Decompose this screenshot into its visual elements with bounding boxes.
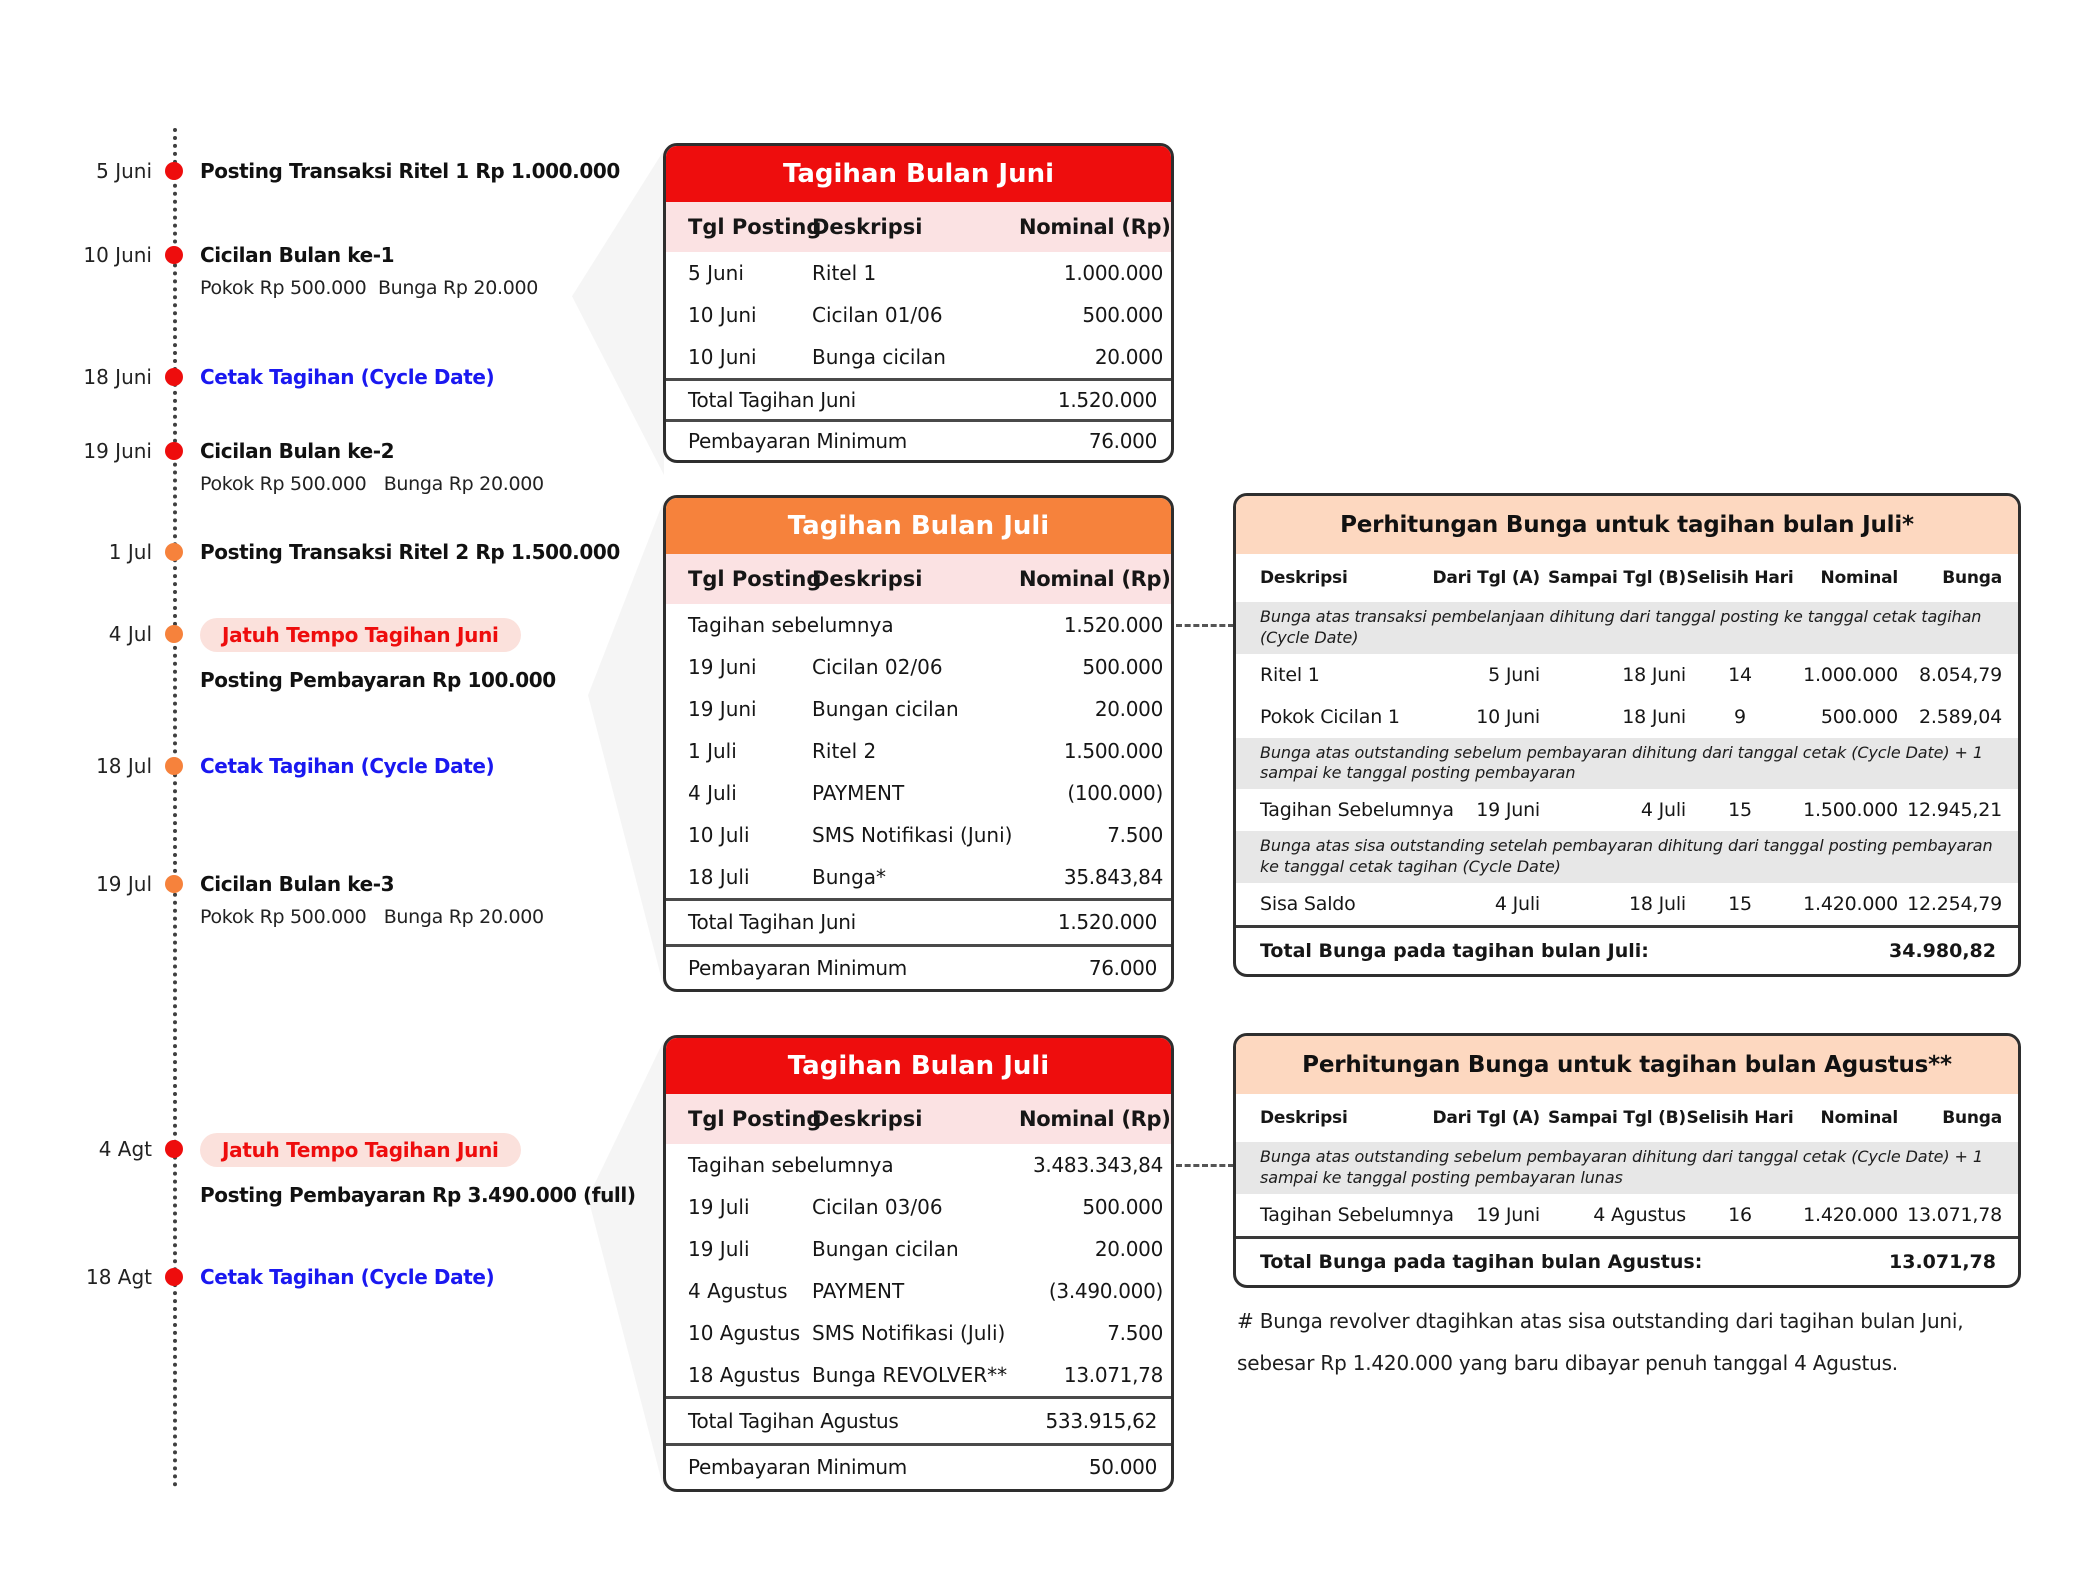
timeline-date: 4 Jul	[108, 622, 152, 646]
cell-amount: (3.490.000)	[1048, 1279, 1163, 1303]
column-header: Nominal (Rp)	[1019, 215, 1171, 239]
table-row	[666, 252, 1171, 294]
timeline-dot-icon	[165, 757, 183, 775]
cell-date: 19 Juni	[688, 655, 757, 679]
cell-description: Cicilan 03/06	[812, 1195, 943, 1219]
table-row	[666, 730, 1171, 772]
cell-description: SMS Notifikasi (Juni)	[812, 823, 1013, 847]
total-value: 1.520.000	[1057, 910, 1157, 935]
timeline-item-18-juni	[40, 361, 494, 393]
cell-day-diff: 15	[1728, 892, 1752, 915]
interest-row	[1236, 1194, 2018, 1236]
total-label: Total Bunga pada tagihan bulan Juli:	[1260, 939, 1649, 962]
total-label: Pembayaran Minimum	[688, 429, 907, 453]
timeline-item-18-agt	[40, 1261, 494, 1293]
interest-table-column-headers	[1236, 1094, 2018, 1142]
timeline-date: 18 Jul	[96, 754, 152, 778]
cell-date: 10 Agustus	[688, 1321, 801, 1345]
timeline-dot-icon	[165, 543, 183, 561]
table-row	[666, 772, 1171, 814]
bill-table-title: Tagihan Bulan Juni	[666, 146, 1171, 202]
cell-amount: 7.500	[1107, 1321, 1163, 1345]
due-date-pill: Jatuh Tempo Tagihan Juni	[200, 618, 521, 652]
cell-nominal: 1.420.000	[1803, 892, 1898, 915]
bill-table-august	[663, 1035, 1174, 1492]
timeline-date: 1 Jul	[108, 540, 152, 564]
total-value: 50.000	[1088, 1455, 1157, 1480]
total-value: 34.980,82	[1889, 939, 1996, 962]
cell-amount: 20.000	[1094, 697, 1163, 721]
cell-day-diff: 14	[1728, 663, 1752, 686]
cell-amount: 500.000	[1082, 655, 1163, 679]
event-detail: Pokok Rp 500.000 Bunga Rp 20.000	[200, 473, 544, 495]
bill-table-title: Tagihan Bulan Juli	[666, 498, 1171, 554]
timeline-item-19-jul	[40, 868, 544, 928]
timeline-date: 19 Juni	[83, 439, 152, 463]
timeline-dot-icon	[165, 246, 183, 264]
column-header: Nominal	[1820, 568, 1898, 588]
cell-description: Cicilan 01/06	[812, 303, 943, 327]
table-row	[666, 646, 1171, 688]
cell-day-diff: 16	[1728, 1203, 1752, 1226]
total-row	[666, 378, 1171, 419]
table-row	[666, 1228, 1171, 1270]
column-header: Nominal (Rp)	[1019, 1107, 1171, 1131]
column-header: Sampai Tgl (B)	[1547, 568, 1686, 588]
interest-table-title: Perhitungan Bunga untuk tagihan bulan Agustus**	[1236, 1036, 2018, 1094]
due-date-pill: Jatuh Tempo Tagihan Juni	[200, 1133, 521, 1167]
timeline-dot-icon	[165, 442, 183, 460]
cell-amount: 7.500	[1107, 823, 1163, 847]
interest-total-row	[1236, 925, 2018, 974]
timeline-item-19-juni	[40, 435, 544, 495]
bill-table-june	[663, 143, 1174, 463]
timeline-dot-icon	[165, 1140, 183, 1158]
footnote-line: sebesar Rp 1.420.000 yang baru dibayar penuh tanggal 4 Agustus.	[1237, 1351, 1898, 1375]
connector-line-august	[1176, 1164, 1234, 1167]
minimum-payment-row	[666, 1443, 1171, 1490]
timeline-item-4-agt	[40, 1133, 636, 1211]
event-detail: Pokok Rp 500.000 Bunga Rp 20.000	[200, 906, 544, 928]
table-row-previous-bill	[666, 1144, 1171, 1186]
cell-date: 18 Juli	[688, 865, 750, 889]
event-title: Posting Transaksi Ritel 2 Rp 1.500.000	[200, 540, 620, 564]
cell-nominal: 1.420.000	[1803, 1203, 1898, 1226]
cell-date: 18 Agustus	[688, 1363, 801, 1387]
timeline-item-5-juni	[40, 155, 620, 187]
total-value: 533.915,62	[1045, 1408, 1157, 1433]
timeline-item-4-jul	[40, 618, 556, 696]
interest-row	[1236, 654, 2018, 696]
table-row-previous-bill	[666, 604, 1171, 646]
cell-to-date: 18 Juli	[1628, 892, 1686, 915]
table-row	[666, 1270, 1171, 1312]
cell-nominal: 500.000	[1820, 705, 1898, 728]
cell-date: 5 Juni	[688, 261, 744, 285]
bill-table-column-headers	[666, 1094, 1171, 1144]
cell-amount: 500.000	[1082, 1195, 1163, 1219]
interest-note: Bunga atas outstanding sebelum pembayaran dihitung dari tanggal cetak (Cycle Date) + 1 sampai ke tanggal posting pembayaran lunas	[1236, 1142, 2018, 1194]
interest-row	[1236, 696, 2018, 738]
cell-amount: 1.520.000	[1063, 613, 1163, 637]
column-header: Deskripsi	[812, 567, 923, 591]
cell-from-date: 19 Juni	[1476, 1203, 1540, 1226]
footnote	[1237, 1300, 2007, 1384]
table-row	[666, 1186, 1171, 1228]
cell-description: Bunga REVOLVER**	[812, 1363, 1008, 1387]
cell-description: Bunga*	[812, 865, 887, 889]
callout-wedge-august	[588, 1040, 664, 1490]
total-label: Total Bunga pada tagihan bulan Agustus:	[1260, 1250, 1703, 1273]
cell-description: Ritel 1	[812, 261, 877, 285]
cell-amount: 1.500.000	[1063, 739, 1163, 763]
interest-total-row	[1236, 1236, 2018, 1285]
bill-table-column-headers	[666, 554, 1171, 604]
cell-to-date: 4 Agustus	[1593, 1203, 1686, 1226]
cell-day-diff: 15	[1728, 799, 1752, 822]
cell-amount: 20.000	[1094, 1237, 1163, 1261]
timeline-dot-icon	[165, 1268, 183, 1286]
table-row	[666, 1354, 1171, 1396]
total-value: 76.000	[1088, 429, 1157, 453]
cell-date: 10 Juli	[688, 823, 750, 847]
column-header: Dari Tgl (A)	[1432, 568, 1540, 588]
cell-description: Bunga cicilan	[812, 345, 946, 369]
cell-interest: 12.254,79	[1907, 892, 2002, 915]
cell-from-date: 5 Juni	[1488, 663, 1540, 686]
cell-to-date: 18 Juni	[1622, 663, 1686, 686]
column-header: Bunga	[1942, 1108, 2002, 1128]
interest-note: Bunga atas transaksi pembelanjaan dihitung dari tanggal posting ke tanggal cetak tagihan (Cycle Date)	[1236, 602, 2018, 654]
total-value: 76.000	[1088, 955, 1157, 980]
table-row	[666, 814, 1171, 856]
cell-date: 4 Agustus	[688, 1279, 788, 1303]
column-header: Deskripsi	[812, 215, 923, 239]
connector-line-july	[1176, 624, 1234, 627]
interest-table-july	[1233, 493, 2021, 977]
timeline-item-18-jul	[40, 750, 494, 782]
cell-amount: 13.071,78	[1063, 1363, 1163, 1387]
table-row	[666, 336, 1171, 378]
total-label: Total Tagihan Agustus	[688, 1408, 899, 1433]
total-row	[666, 1396, 1171, 1443]
table-row	[666, 856, 1171, 898]
event-title: Posting Pembayaran Rp 3.490.000 (full)	[200, 1183, 636, 1207]
column-header: Deskripsi	[812, 1107, 923, 1131]
timeline-date: 10 Juni	[83, 243, 152, 267]
cell-amount: 1.000.000	[1063, 261, 1163, 285]
cell-interest: 12.945,21	[1907, 799, 2002, 822]
interest-table-column-headers	[1236, 554, 2018, 602]
cell-date: 10 Juni	[688, 303, 757, 327]
cell-to-date: 4 Juli	[1640, 799, 1686, 822]
interest-note: Bunga atas sisa outstanding setelah pembayaran dihitung dari tanggal posting pembayaran ke tanggal cetak tagihan (Cycle Date)	[1236, 831, 2018, 883]
total-value: 1.520.000	[1057, 388, 1157, 412]
event-title: Cicilan Bulan ke-1	[200, 243, 395, 267]
cell-date: 19 Juli	[688, 1195, 750, 1219]
total-label: Total Tagihan Juni	[688, 910, 856, 935]
cell-nominal: 1.500.000	[1803, 799, 1898, 822]
cell-description: Bungan cicilan	[812, 697, 959, 721]
cell-description: Sisa Saldo	[1260, 892, 1356, 915]
column-header: Deskripsi	[1260, 1108, 1348, 1128]
cell-amount: 3.483.343,84	[1033, 1153, 1163, 1177]
event-title-cycle-date: Cetak Tagihan (Cycle Date)	[200, 754, 495, 778]
bill-table-july	[663, 495, 1174, 992]
cell-description: PAYMENT	[812, 1279, 905, 1303]
event-title: Posting Transaksi Ritel 1 Rp 1.000.000	[200, 159, 620, 183]
cell-date: 4 Juli	[688, 781, 737, 805]
cell-interest: 8.054,79	[1918, 663, 2002, 686]
column-header: Nominal	[1820, 1108, 1898, 1128]
cell-interest: 13.071,78	[1907, 1203, 2002, 1226]
callout-wedge-july	[588, 500, 664, 988]
cell-description: SMS Notifikasi (Juli)	[812, 1321, 1006, 1345]
cell-amount: (100.000)	[1067, 781, 1163, 805]
column-header: Deskripsi	[1260, 568, 1348, 588]
cell-description: Bungan cicilan	[812, 1237, 959, 1261]
minimum-payment-row	[666, 944, 1171, 990]
timeline-dot-icon	[165, 875, 183, 893]
event-title: Cicilan Bulan ke-2	[200, 439, 395, 463]
timeline-date: 5 Juni	[96, 159, 152, 183]
event-title: Posting Pembayaran Rp 100.000	[200, 668, 556, 692]
footnote-line: # Bunga revolver dtagihkan atas sisa outstanding dari tagihan bulan Juni,	[1237, 1309, 1964, 1333]
total-value: 13.071,78	[1889, 1250, 1996, 1273]
total-label: Pembayaran Minimum	[688, 955, 907, 980]
cell-nominal: 1.000.000	[1803, 663, 1898, 686]
column-header: Dari Tgl (A)	[1432, 1108, 1540, 1128]
cell-to-date: 18 Juni	[1622, 705, 1686, 728]
cell-description: Ritel 2	[812, 739, 877, 763]
event-title: Cicilan Bulan ke-3	[200, 872, 395, 896]
event-title-cycle-date: Cetak Tagihan (Cycle Date)	[200, 1265, 495, 1289]
cell-description: Tagihan Sebelumnya	[1260, 799, 1454, 822]
timeline-item-1-jul	[40, 536, 620, 568]
timeline-item-10-juni	[40, 239, 538, 299]
interest-table-title: Perhitungan Bunga untuk tagihan bulan Juli*	[1236, 496, 2018, 554]
column-header: Selisih Hari	[1686, 568, 1794, 588]
cell-interest: 2.589,04	[1918, 705, 2002, 728]
column-header: Sampai Tgl (B)	[1547, 1108, 1686, 1128]
interest-table-august	[1233, 1033, 2021, 1288]
cell-amount: 20.000	[1094, 345, 1163, 369]
event-title-cycle-date: Cetak Tagihan (Cycle Date)	[200, 365, 495, 389]
column-header: Tgl Posting	[688, 1107, 822, 1131]
interest-row	[1236, 883, 2018, 925]
timeline-date: 18 Juni	[83, 365, 152, 389]
timeline-dot-icon	[165, 368, 183, 386]
cell-amount: 35.843,84	[1063, 865, 1163, 889]
cell-from-date: 4 Juli	[1494, 892, 1540, 915]
column-header: Tgl Posting	[688, 215, 822, 239]
bill-table-title: Tagihan Bulan Juli	[666, 1038, 1171, 1094]
interest-row	[1236, 789, 2018, 831]
bill-table-column-headers	[666, 202, 1171, 252]
total-label: Pembayaran Minimum	[688, 1455, 907, 1480]
table-row	[666, 688, 1171, 730]
cell-description: Tagihan sebelumnya	[688, 1153, 894, 1177]
cell-date: 1 Juli	[688, 739, 737, 763]
total-label: Total Tagihan Juni	[688, 388, 856, 412]
event-detail: Pokok Rp 500.000 Bunga Rp 20.000	[200, 277, 539, 299]
timeline-date: 18 Agt	[85, 1265, 152, 1289]
column-header: Selisih Hari	[1686, 1108, 1794, 1128]
column-header: Tgl Posting	[688, 567, 822, 591]
interest-note: Bunga atas outstanding sebelum pembayaran dihitung dari tanggal cetak (Cycle Date) + 1 sampai ke tanggal posting pembayaran	[1236, 738, 2018, 790]
total-row	[666, 898, 1171, 944]
cell-from-date: 19 Juni	[1476, 799, 1540, 822]
column-header: Nominal (Rp)	[1019, 567, 1171, 591]
cell-from-date: 10 Juni	[1476, 705, 1540, 728]
column-header: Bunga	[1942, 568, 2002, 588]
timeline-dot-icon	[165, 625, 183, 643]
cell-description: Tagihan Sebelumnya	[1260, 1203, 1454, 1226]
timeline-date: 4 Agt	[98, 1137, 152, 1161]
minimum-payment-row	[666, 419, 1171, 460]
table-row	[666, 1312, 1171, 1354]
cell-date: 10 Juni	[688, 345, 757, 369]
cell-date: 19 Juli	[688, 1237, 750, 1261]
cell-amount: 500.000	[1082, 303, 1163, 327]
timeline-dot-icon	[165, 162, 183, 180]
cell-day-diff: 9	[1734, 705, 1746, 728]
cell-date: 19 Juni	[688, 697, 757, 721]
cell-description: Pokok Cicilan 1	[1260, 705, 1400, 728]
table-row	[666, 294, 1171, 336]
cell-description: PAYMENT	[812, 781, 905, 805]
cell-description: Ritel 1	[1260, 663, 1320, 686]
cell-description: Cicilan 02/06	[812, 655, 943, 679]
timeline-date: 19 Jul	[96, 872, 152, 896]
callout-wedge-june	[572, 150, 664, 475]
cell-description: Tagihan sebelumnya	[688, 613, 894, 637]
